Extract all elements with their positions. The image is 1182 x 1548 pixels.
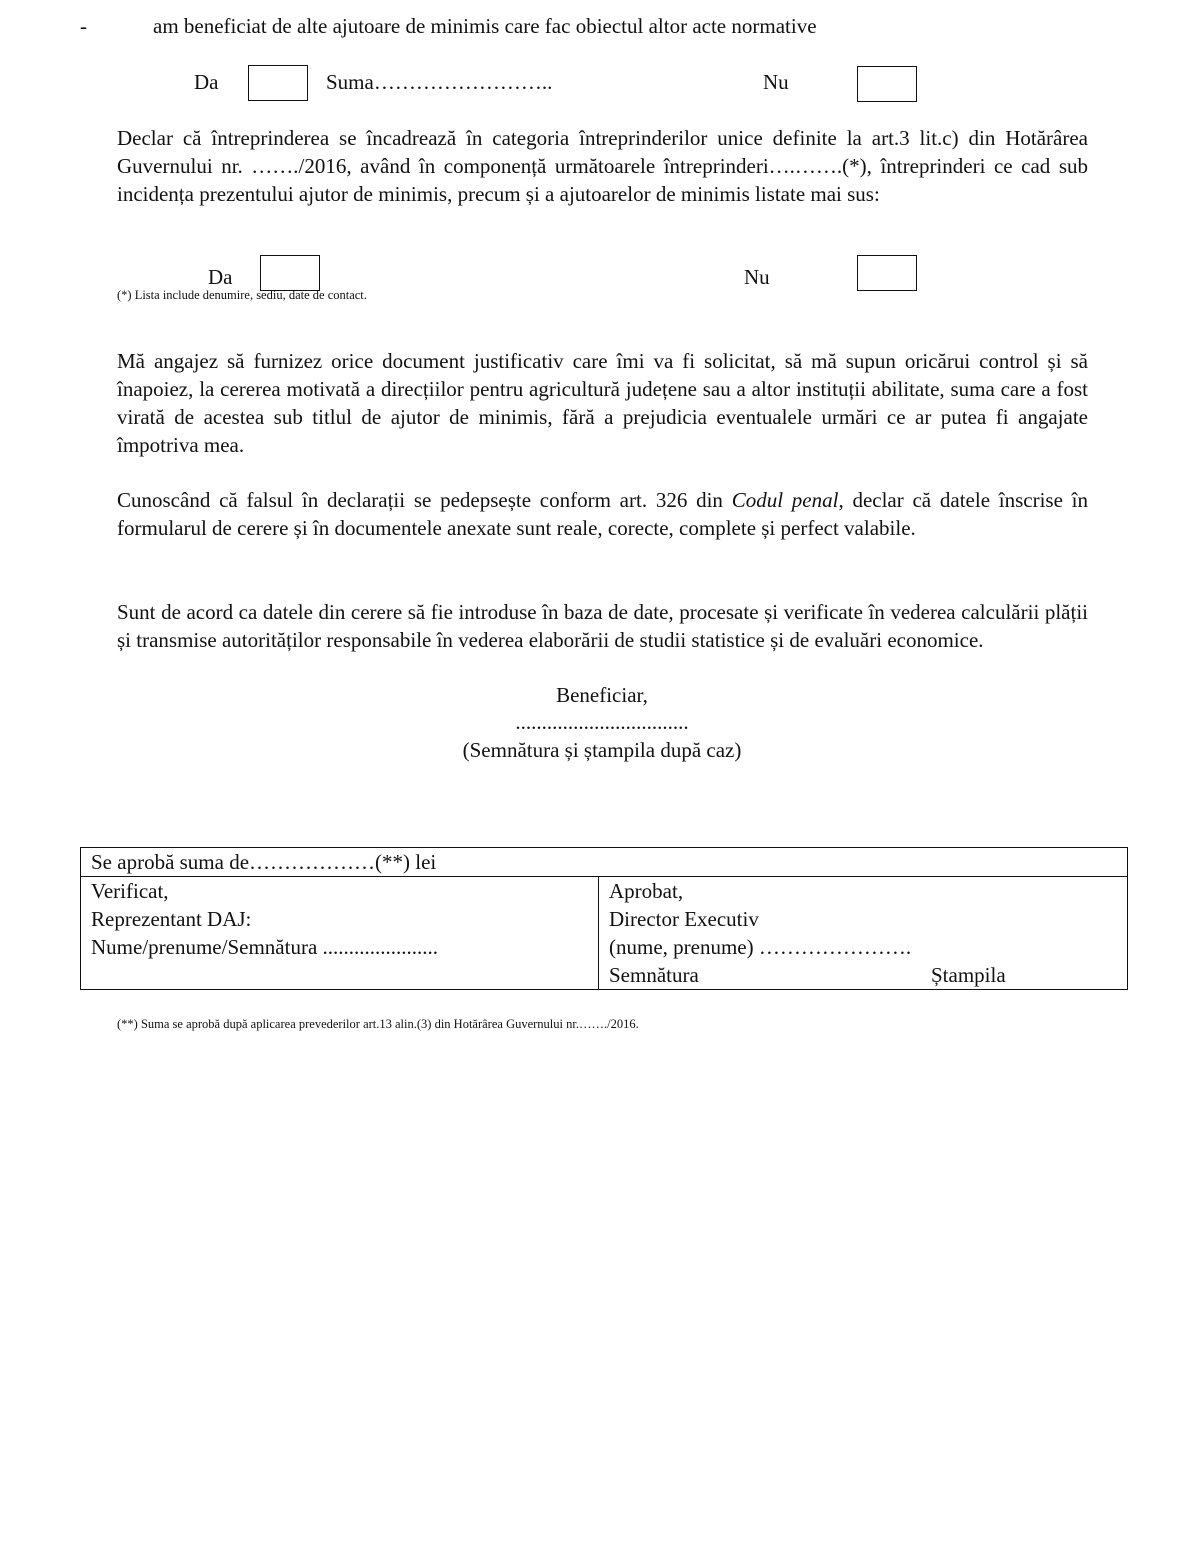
- da-label-1: Da: [194, 70, 219, 94]
- bullet-dash: -: [80, 14, 87, 38]
- executive-director-label: Director Executiv: [609, 907, 759, 931]
- da-checkbox-1[interactable]: [248, 65, 308, 101]
- nu-label-1: Nu: [763, 70, 789, 94]
- approval-cell: [599, 877, 1128, 990]
- verifier-name-signature-field[interactable]: Nume/prenume/Semnătura ......................: [91, 935, 439, 959]
- director-signature-label: Semnătura: [609, 963, 699, 987]
- unique-enterprise-paragraph: Declar că întreprinderea se încadrează în categoria întreprinderilor unice definite la art.3 lit.c) din Hotărârea Guvernului nr. ……./2016, având în componență următoarele întreprinderi….…….(*), întreprinderi ce cad sub incidența prezentului ajutor de minimis, precum și a ajutoarelor de minimis listate mai sus:: [117, 126, 1088, 206]
- footnote-double-star: (**) Suma se aprobă după aplicarea prevederilor art.13 alin.(3) din Hotărârea Guvernului nr.……./2016.: [117, 1017, 639, 1031]
- verified-label: Verificat,: [91, 879, 169, 903]
- approved-label: Aprobat,: [609, 879, 684, 903]
- signature-line[interactable]: .................................: [515, 710, 689, 734]
- beneficiary-title: Beneficiar,: [556, 683, 648, 707]
- suma-field[interactable]: Suma……………………..: [326, 70, 553, 94]
- other-aid-statement: am beneficiat de alte ajutoare de minimis care fac obiectul altor acte normative: [153, 14, 817, 38]
- penal-text-before: Cunoscând că falsul în declarații se pedepsește conform art. 326 din: [117, 488, 732, 512]
- daj-representative-label: Reprezentant DAJ:: [91, 907, 252, 931]
- da-checkbox-2[interactable]: [260, 255, 320, 291]
- da-label-2: Da: [208, 265, 233, 289]
- nu-checkbox-1[interactable]: [857, 66, 917, 102]
- approval-header: Se aprobă suma de………………(**) lei: [81, 848, 1128, 877]
- penal-code-reference: Codul penal: [731, 488, 839, 512]
- nu-checkbox-2[interactable]: [857, 255, 917, 291]
- stamp-label: Ștampila: [931, 963, 1006, 987]
- approval-table: [80, 847, 1128, 990]
- penal-paragraph: [117, 486, 1088, 542]
- engagement-paragraph: Mă angajez să furnizez orice document justificativ care îmi va fi solicitat, să mă supun oricărui control și să înapoiez, la cererea motivată a direcțiilor pentru agricultură județene sau a altor instituții abilitate, suma care a fost virată de acestea sub titlul de ajutor de minimis, fără a prejudicia eventualele urmări ce ar putea fi angajate împotriva mea.: [117, 349, 1088, 457]
- signature-caption: (Semnătura și ștampila după caz): [462, 738, 742, 762]
- penal-text-after: , declar că datele înscrise în formularul de cerere și în documentele anexate sunt reale, corecte, complete și perfect valabile.: [117, 488, 1088, 540]
- director-name-field[interactable]: (nume, prenume) ………………….: [609, 935, 912, 959]
- verification-cell: [81, 877, 599, 990]
- footnote-star: (*) Lista include denumire, sediu, date de contact.: [117, 288, 367, 302]
- nu-label-2: Nu: [744, 265, 770, 289]
- signature-stamp-row: [609, 961, 1117, 989]
- consent-paragraph: Sunt de acord ca datele din cerere să fie introduse în baza de date, procesate și verificate în vederea calculării plății și transmise autorităților responsabile în vederea elaborării de studii statistice și de evaluări economice.: [117, 600, 1088, 652]
